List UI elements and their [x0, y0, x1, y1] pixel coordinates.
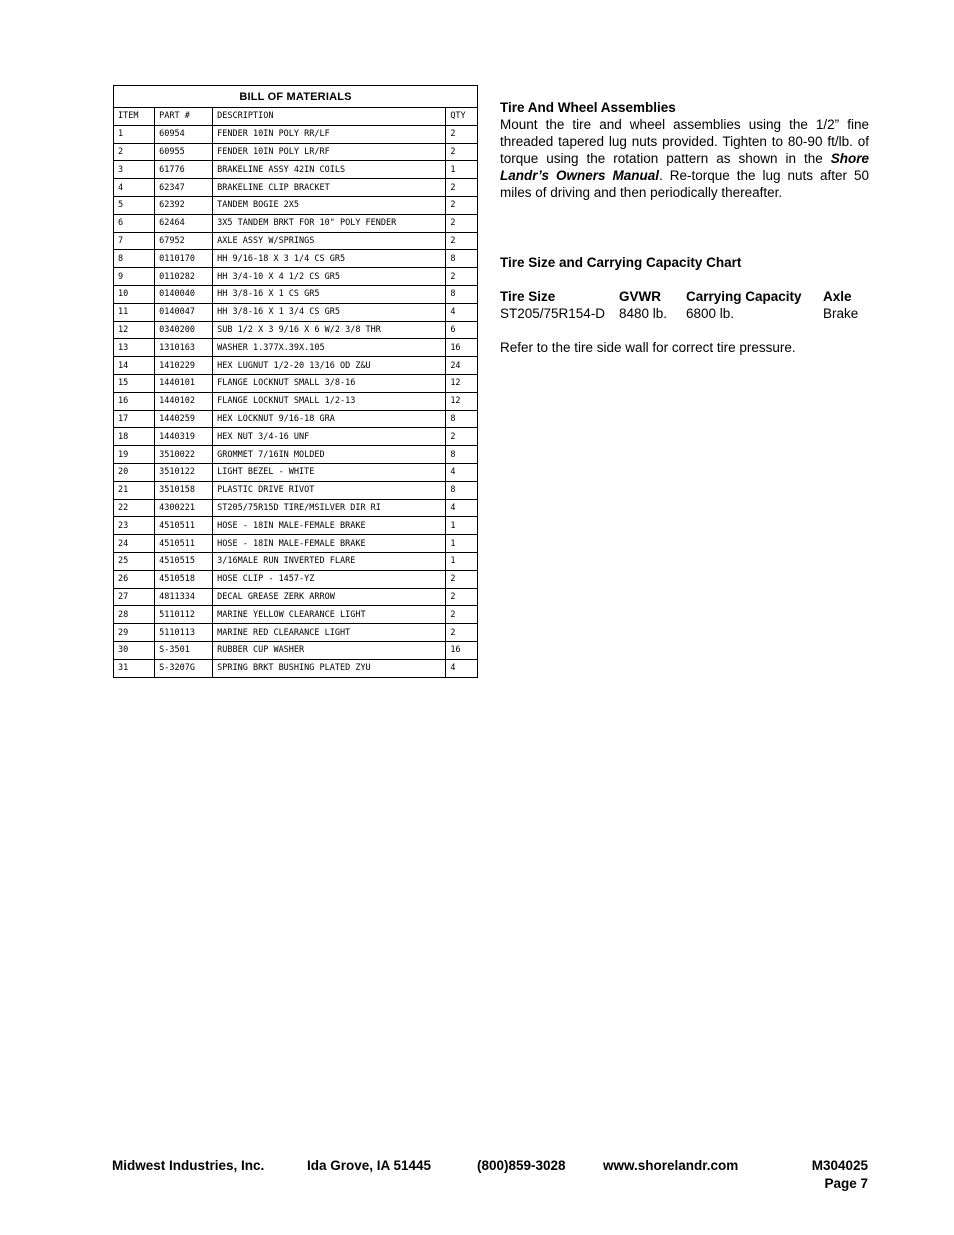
- table-row: [114, 214, 478, 232]
- bom-description: HOSE CLIP - 1457-YZ: [213, 570, 446, 588]
- bom-item-number: 29: [114, 624, 155, 642]
- bom-quantity: 2: [446, 588, 478, 606]
- bom-description: TANDEM BOGIE 2X5: [213, 196, 446, 214]
- table-row: [114, 232, 478, 250]
- bom-quantity: 4: [446, 463, 478, 481]
- bom-quantity: 1: [446, 517, 478, 535]
- gvwr-value: 8480 lb.: [619, 306, 668, 321]
- table-row: [114, 374, 478, 392]
- bom-title: BILL OF MATERIALS: [114, 86, 478, 108]
- table-row: [114, 303, 478, 321]
- bom-part-number: 4300221: [155, 499, 213, 517]
- bom-quantity: 2: [446, 232, 478, 250]
- bom-description: HH 3/8-16 X 1 3/4 CS GR5: [213, 303, 446, 321]
- bom-description: FENDER 10IN POLY RR/LF: [213, 125, 446, 143]
- bom-part-number: 62347: [155, 179, 213, 197]
- bom-part-number: 0140040: [155, 285, 213, 303]
- bom-part-number: 1440259: [155, 410, 213, 428]
- table-row: [114, 321, 478, 339]
- bom-quantity: 4: [446, 303, 478, 321]
- bom-description: HOSE - 18IN MALE-FEMALE BRAKE: [213, 535, 446, 553]
- bom-description: 3X5 TANDEM BRKT FOR 10" POLY FENDER: [213, 214, 446, 232]
- bom-part-number: 62392: [155, 196, 213, 214]
- bom-item-number: 9: [114, 268, 155, 286]
- bom-quantity: 12: [446, 374, 478, 392]
- capacity-value: 6800 lb.: [686, 306, 735, 321]
- bom-item-number: 2: [114, 143, 155, 161]
- table-row: [114, 410, 478, 428]
- footer-website: www.shorelandr.com: [603, 1158, 739, 1173]
- bom-part-number: 60954: [155, 125, 213, 143]
- footer-doc-number: M304025: [811, 1158, 868, 1173]
- bom-quantity: 12: [446, 392, 478, 410]
- bom-item-number: 28: [114, 606, 155, 624]
- bom-quantity: 8: [446, 446, 478, 464]
- bom-description: AXLE ASSY W/SPRINGS: [213, 232, 446, 250]
- bom-quantity: 2: [446, 143, 478, 161]
- table-row: [114, 463, 478, 481]
- bom-part-number: 4510511: [155, 517, 213, 535]
- tire-size-value: ST205/75R154-D: [500, 306, 606, 321]
- bom-item-number: 15: [114, 374, 155, 392]
- bom-part-number: 4510518: [155, 570, 213, 588]
- bom-item-number: 13: [114, 339, 155, 357]
- bom-part-number: 0110170: [155, 250, 213, 268]
- bom-item-number: 31: [114, 659, 155, 677]
- table-row: [114, 481, 478, 499]
- bom-quantity: 8: [446, 250, 478, 268]
- bom-quantity: 2: [446, 214, 478, 232]
- footer-phone: (800)859-3028: [477, 1158, 566, 1173]
- bom-part-number: 0110282: [155, 268, 213, 286]
- bom-quantity: 2: [446, 428, 478, 446]
- table-row: [114, 606, 478, 624]
- bom-description: HH 9/16-18 X 3 1/4 CS GR5: [213, 250, 446, 268]
- bom-quantity: 2: [446, 179, 478, 197]
- table-row: [114, 552, 478, 570]
- bom-part-number: 1410229: [155, 357, 213, 375]
- bom-quantity: 2: [446, 268, 478, 286]
- bom-part-number: 62464: [155, 214, 213, 232]
- bom-part-number: S-3207G: [155, 659, 213, 677]
- bom-item-number: 12: [114, 321, 155, 339]
- bom-quantity: 1: [446, 552, 478, 570]
- tire-wheel-paragraph: [500, 116, 869, 201]
- bom-description: BRAKELINE CLIP BRACKET: [213, 179, 446, 197]
- bom-quantity: 2: [446, 196, 478, 214]
- bom-part-number: 4811334: [155, 588, 213, 606]
- bom-header-qty: QTY: [446, 108, 478, 126]
- table-row: [114, 143, 478, 161]
- tire-wheel-section: [500, 99, 869, 201]
- bom-description: FENDER 10IN POLY LR/RF: [213, 143, 446, 161]
- bom-quantity: 8: [446, 285, 478, 303]
- bom-description: 3/16MALE RUN INVERTED FLARE: [213, 552, 446, 570]
- tire-wheel-heading: Tire And Wheel Assemblies: [500, 100, 676, 115]
- bom-description: LIGHT BEZEL - WHITE: [213, 463, 446, 481]
- bom-part-number: 61776: [155, 161, 213, 179]
- bom-description: MARINE RED CLEARANCE LIGHT: [213, 624, 446, 642]
- bom-item-number: 30: [114, 641, 155, 659]
- bom-part-number: 1440102: [155, 392, 213, 410]
- axle-value: Brake: [823, 306, 859, 321]
- bom-part-number: 3510158: [155, 481, 213, 499]
- table-row: [114, 179, 478, 197]
- bom-quantity: 2: [446, 624, 478, 642]
- bom-description: RUBBER CUP WASHER: [213, 641, 446, 659]
- bom-description: HEX LUGNUT 1/2-20 13/16 OD Z&U: [213, 357, 446, 375]
- bom-part-number: 5110113: [155, 624, 213, 642]
- owners-manual-title: Shore Landr’s Owners Manual: [500, 151, 869, 183]
- table-row: [114, 339, 478, 357]
- bom-quantity: 4: [446, 499, 478, 517]
- footer-doc-info: [812, 1157, 868, 1193]
- bom-part-number: 0340200: [155, 321, 213, 339]
- bom-quantity: 2: [446, 570, 478, 588]
- bom-header-part: PART #: [155, 108, 213, 126]
- bom-item-number: 7: [114, 232, 155, 250]
- bom-item-number: 11: [114, 303, 155, 321]
- table-row: [114, 196, 478, 214]
- table-row: [114, 570, 478, 588]
- table-row: [114, 250, 478, 268]
- bom-item-number: 3: [114, 161, 155, 179]
- bom-part-number: 4510511: [155, 535, 213, 553]
- bom-description: BRAKELINE ASSY 42IN COILS: [213, 161, 446, 179]
- bom-quantity: 1: [446, 535, 478, 553]
- bom-item-number: 26: [114, 570, 155, 588]
- footer-company: Midwest Industries, Inc.: [112, 1158, 265, 1173]
- bom-description: HOSE - 18IN MALE-FEMALE BRAKE: [213, 517, 446, 535]
- bom-item-number: 4: [114, 179, 155, 197]
- bom-part-number: 60955: [155, 143, 213, 161]
- bom-part-number: 1440319: [155, 428, 213, 446]
- table-row: [114, 499, 478, 517]
- bom-item-number: 5: [114, 196, 155, 214]
- footer-page-number: Page 7: [824, 1176, 868, 1191]
- tire-wheel-text-before: Mount the tire and wheel assemblies using the 1/2” fine threaded tapered lug nuts provided. Tighten to 80-90 ft/lb. of torque using the rotation pattern as shown in the: [500, 117, 869, 166]
- bom-part-number: 3510022: [155, 446, 213, 464]
- bom-description: HEX LOCKNUT 9/16-18 GRA: [213, 410, 446, 428]
- bom-quantity: 24: [446, 357, 478, 375]
- bom-description: MARINE YELLOW CLEARANCE LIGHT: [213, 606, 446, 624]
- tire-header-size: Tire Size: [500, 289, 556, 304]
- table-row: [114, 285, 478, 303]
- bom-description: HH 3/8-16 X 1 CS GR5: [213, 285, 446, 303]
- bom-quantity: 2: [446, 606, 478, 624]
- table-row: [114, 428, 478, 446]
- bom-description: HH 3/4-10 X 4 1/2 CS GR5: [213, 268, 446, 286]
- bom-item-number: 22: [114, 499, 155, 517]
- bom-description: GROMMET 7/16IN MOLDED: [213, 446, 446, 464]
- bom-quantity: 8: [446, 481, 478, 499]
- bom-quantity: 4: [446, 659, 478, 677]
- bom-description: PLASTIC DRIVE RIVOT: [213, 481, 446, 499]
- bom-part-number: S-3501: [155, 641, 213, 659]
- bom-description: ST205/75R15D TIRE/MSILVER DIR RI: [213, 499, 446, 517]
- table-row: [114, 161, 478, 179]
- bom-item-number: 16: [114, 392, 155, 410]
- bom-item-number: 1: [114, 125, 155, 143]
- bom-item-number: 23: [114, 517, 155, 535]
- table-row: [114, 517, 478, 535]
- table-row: [114, 357, 478, 375]
- tire-pressure-note: Refer to the tire side wall for correct tire pressure.: [500, 340, 796, 355]
- bom-item-number: 8: [114, 250, 155, 268]
- bom-item-number: 14: [114, 357, 155, 375]
- bom-description: FLANGE LOCKNUT SMALL 1/2-13: [213, 392, 446, 410]
- bom-quantity: 16: [446, 339, 478, 357]
- bom-quantity: 2: [446, 125, 478, 143]
- bom-item-number: 21: [114, 481, 155, 499]
- bom-body: [114, 125, 478, 677]
- tire-chart-heading: Tire Size and Carrying Capacity Chart: [500, 255, 742, 270]
- bom-description: FLANGE LOCKNUT SMALL 3/8-16: [213, 374, 446, 392]
- tire-capacity-table: [500, 288, 858, 322]
- bom-quantity: 1: [446, 161, 478, 179]
- bom-part-number: 4510515: [155, 552, 213, 570]
- tire-header-gvwr: GVWR: [619, 289, 661, 304]
- bom-description: SPRING BRKT BUSHING PLATED ZYU: [213, 659, 446, 677]
- bom-part-number: 0140047: [155, 303, 213, 321]
- bom-description: DECAL GREASE ZERK ARROW: [213, 588, 446, 606]
- table-row: [114, 446, 478, 464]
- bom-description: SUB 1/2 X 3 9/16 X 6 W/2 3/8 THR: [213, 321, 446, 339]
- bom-item-number: 20: [114, 463, 155, 481]
- bom-item-number: 27: [114, 588, 155, 606]
- bom-quantity: 8: [446, 410, 478, 428]
- bom-part-number: 67952: [155, 232, 213, 250]
- tire-wheel-text-after: . Re-torque the lug nuts after 50 miles of driving and then periodically thereafter.: [500, 168, 869, 200]
- table-row: [114, 659, 478, 677]
- bom-quantity: 6: [446, 321, 478, 339]
- bill-of-materials-table: [113, 85, 478, 678]
- bom-item-number: 17: [114, 410, 155, 428]
- bom-item-number: 10: [114, 285, 155, 303]
- bom-item-number: 18: [114, 428, 155, 446]
- table-row: [114, 125, 478, 143]
- table-row: [114, 588, 478, 606]
- table-row: [114, 624, 478, 642]
- bom-item-number: 24: [114, 535, 155, 553]
- bom-part-number: 3510122: [155, 463, 213, 481]
- bom-item-number: 19: [114, 446, 155, 464]
- bom-item-number: 25: [114, 552, 155, 570]
- bom-header-description: DESCRIPTION: [213, 108, 446, 126]
- bom-description: WASHER 1.377X.39X.105: [213, 339, 446, 357]
- bom-header-item: ITEM: [114, 108, 155, 126]
- tire-header-capacity: Carrying Capacity: [686, 289, 802, 304]
- bom-part-number: 5110112: [155, 606, 213, 624]
- table-row: [114, 535, 478, 553]
- tire-header-axle: Axle: [823, 289, 852, 304]
- footer-city: Ida Grove, IA 51445: [307, 1158, 432, 1173]
- bom-part-number: 1440101: [155, 374, 213, 392]
- table-row: [114, 268, 478, 286]
- bom-part-number: 1310163: [155, 339, 213, 357]
- bom-item-number: 6: [114, 214, 155, 232]
- bom-quantity: 16: [446, 641, 478, 659]
- table-row: [114, 641, 478, 659]
- bom-description: HEX NUT 3/4-16 UNF: [213, 428, 446, 446]
- table-row: [114, 392, 478, 410]
